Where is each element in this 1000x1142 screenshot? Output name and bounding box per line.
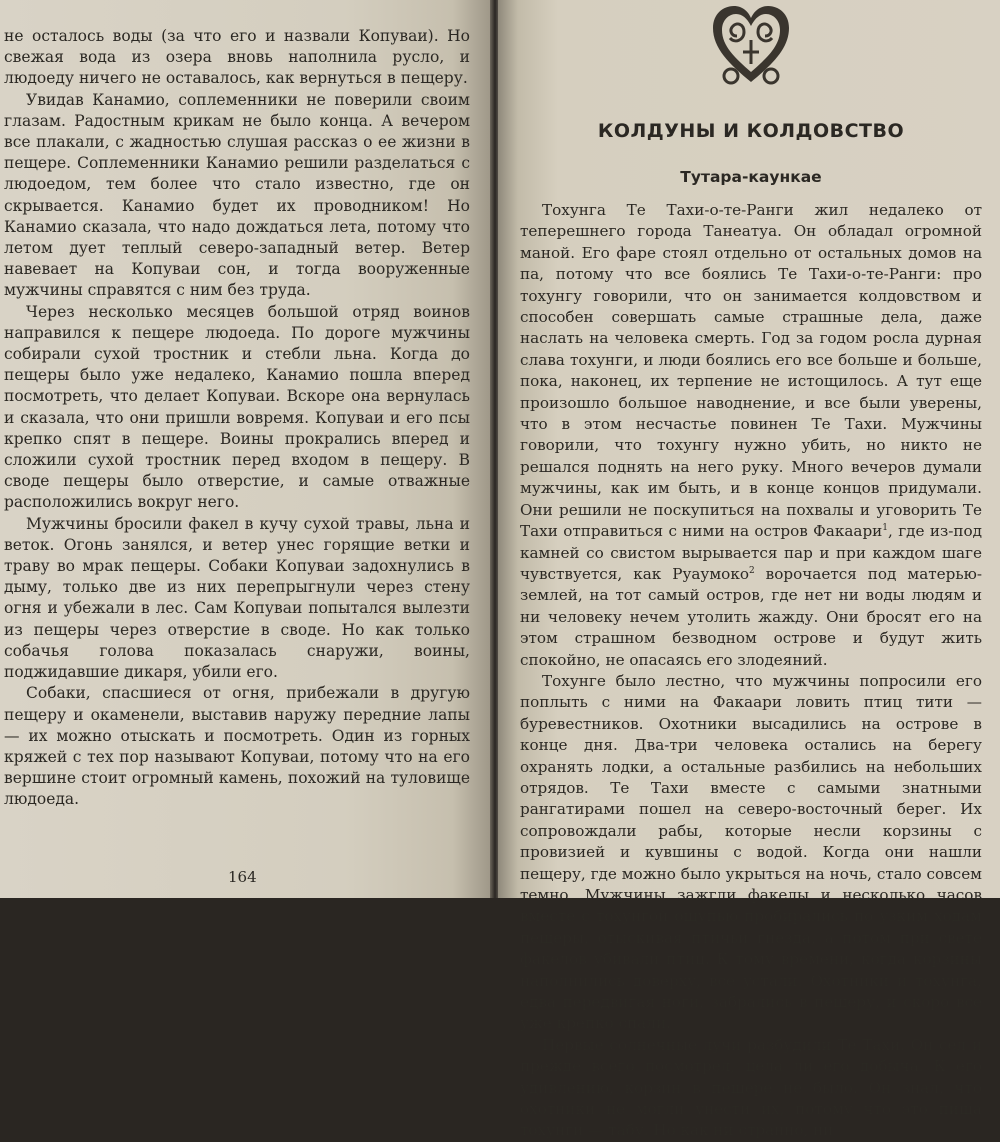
story-title: Тутара-каункае [680, 168, 822, 186]
left-paragraph-5: Собаки, спасшиеся от огня, прибежали в другую пещеру и окаменели, выставив наружу передние лапы — их можно отыскать и посмотреть. Один из горных кряжей с тех пор называют Копуваи, потому что на его вершине стоит огромный камень, похожий на туловище людоеда. [4, 684, 470, 809]
right-paragraph-1-part-a: Тохунга Те Тахи-о-те-Ранги жил недалеко от теперешнего города Танеатуа. Он обладал огромной маной. Его фаре стоял отдельно от остальных домов на па, потому что все боялись Те Тахи-о-те-Ранги: про тохунгу говорили, что он занимается колдовством и способен совершать самые страшные дела, даже наслать на человека смерть. Год за годом росла дурная слава тохунги, и люди боялись его все больше и больше, пока, наконец, их терпение не истощилось. А тут еще произошло большое наводнение, и все были уверены, что в этом несчастье повинен Те Тахи. Мужчины говорили, что тохунгу нужно убить, но никто не решался поднять на него руку. Много вечеров думали мужчины, как им быть, и в конце концов придумали. Они решили не поскупиться на похвалы и уговорить Те Тахи отправиться с ними на остров Факаари [520, 201, 982, 541]
left-paragraph-3: Через несколько месяцев большой отряд воинов направился к пещере людоеда. По дороге мужчины собирали сухой тростник и стебли льна. Когда до пещеры было уже недалеко, Канамио пошла вперед посмотреть, что делает Копуваи. Вскоре она вернулась и сказала, что они пришли вовремя. Копуваи и его псы крепко спят в пещере. Воины прокрались вперед и сложили сухой тростник перед входом в пещеру. В своде пещеры было отверстие, и самые отважные расположились вокруг него. [4, 302, 470, 512]
footnote-ref-1: 1 [882, 523, 889, 534]
right-paragraph-1-part-b: , где из-под камней со свистом вырывается пар и при каждом шаге чувствуется, как Руаумоко [520, 522, 983, 583]
right-paragraph-1-part-c: ворочается под матерью-землей, на тот самый остров, где нет ни воды людям и ни человеку нечем утолить жажду. Они бросят его на этом страшном безводном острове и будут жить спокойно, не опасаясь его злодеяний. [520, 564, 982, 669]
page-number: 164 [228, 868, 257, 886]
right-page-text [520, 200, 982, 1142]
right-paragraph-1 [520, 200, 982, 671]
right-paragraph-2: Тохунге было лестно, что мужчины попросили его поплыть с ними на Факаари ловить птиц тити — буревестников. Охотники высадились на острове в конце дня. Два-три человека остались на берегу охранять лодки, а остальные разбились на небольших отрядов. Те Тахи вместе с самыми знатными рангатирами пошел на северо-восточный берег. Их сопровождали рабы, которые несли корзины с провизией и кувшины с водой. Когда они нашли пещеру, где можно было укрыться на ночь, стало совсем темно. Мужчины зажгли факелы и несколько часов вместе с тохунгой ощупью пробирались по узким ходам пещеры, отыскивая птичьи гнезда, а потом при свете факелов убивали птиц. К тому времени, когда корзины наполнились доверху, все устали. Охотники и тохунга, едва передвигая ноги, забрались в пещеру, и скоро все уже крепко спали. [520, 671, 982, 1033]
footnote-ref-2: 2 [748, 565, 755, 576]
heart-spiral-ornament-icon [709, 2, 793, 88]
right-page [498, 0, 1000, 1140]
left-paragraph-1: не осталось воды (за что его и назвали Копуваи). Но свежая вода из озера вновь наполнила русло, и людоеду ничего не оставалось, как вернуться в пещеру. [4, 27, 470, 88]
left-page [0, 0, 492, 898]
left-page-text [4, 26, 470, 811]
left-paragraph-2: Увидав Канамио, соплеменники не поверили своим глазам. Радостным крикам не было конца. А вечером все плакали, с жадностью слушая рассказ о ее жизни в пещере. Соплеменники Канамио решили разделаться с людоедом, тем более что стало известно, где он скрывается. Канамио будет их проводником! Но Канамио сказала, что надо дождаться лета, потому что летом дует теплый северо-западный ветер. Ветер навевает на Копуваи сон, и тогда вооруженные мужчины справятся с ним без труда. [4, 90, 470, 300]
right-paragraph-3: Первые солнечные лучи разбудили Те Тахи. Он сел и прежде всего посмотрел, цела ли его добыча. К его удивлению, корзин в пещере не было. Он знал, что охотники не могли унести их, потому что это пища тохунги — табу. Но как ни странно, ни [520, 1035, 982, 1140]
left-paragraph-4: Мужчины бросили факел в кучу сухой травы, льна и веток. Огонь занялся, и ветер унес горящие ветки и траву во мрак пещеры. Собаки Копуваи задохнулись в дыму, только две из них перепрыгнули через стену огня и убежали в лес. Сам Копуваи попытался вылезти из пещеры через отверстие в своде. Но как только собачья голова показалась снаружи, воины, поджидавшие дикаря, убили его. [4, 514, 470, 682]
chapter-title: КОЛДУНЫ И КОЛДОВСТВО [597, 120, 905, 142]
